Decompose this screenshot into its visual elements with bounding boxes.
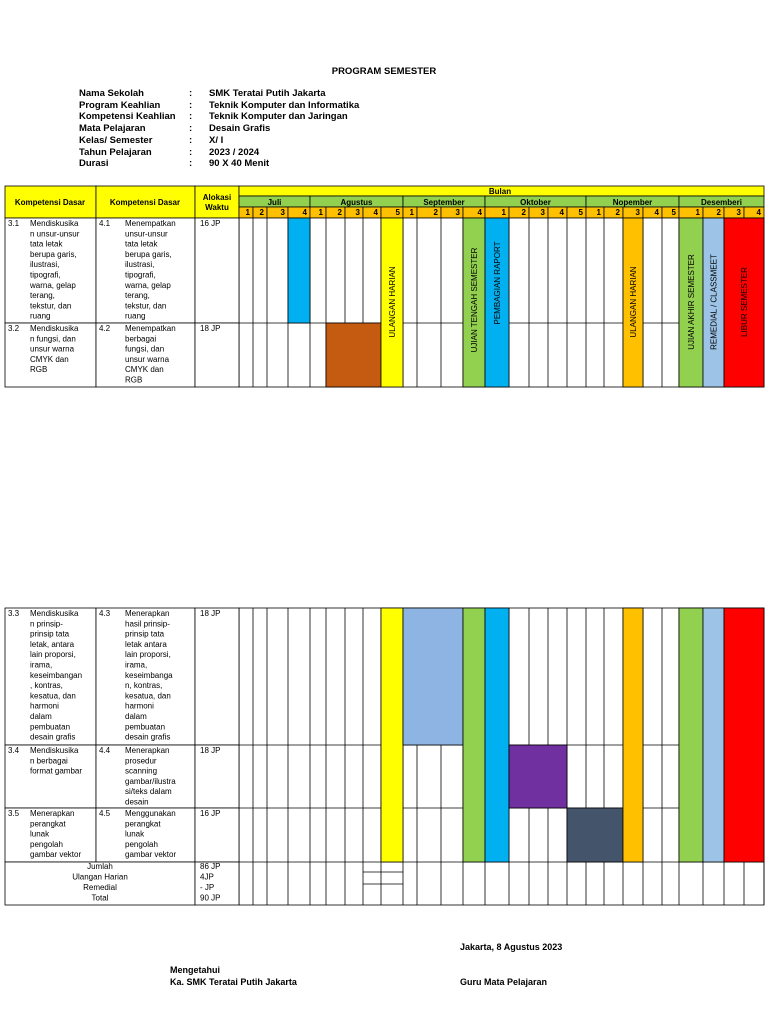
week-number: 2 <box>615 208 620 217</box>
week-cell <box>604 207 623 218</box>
kd-text: lain proporsi, <box>125 650 171 660</box>
page-title: PROGRAM SEMESTER <box>331 66 437 77</box>
info-value: SMK Teratai Putih Jakarta <box>209 88 326 99</box>
month-name: Juli <box>267 198 282 207</box>
week-cell <box>643 207 662 218</box>
week-number: 5 <box>671 208 676 217</box>
kd-text: desain <box>125 797 149 807</box>
summary-label: Total <box>91 893 109 903</box>
kd-text: gambar/ilustra <box>125 776 176 786</box>
ujian-tengah-column <box>463 608 485 862</box>
week-number: 4 <box>756 208 761 217</box>
kd-text: CMYK dan <box>30 354 69 364</box>
kd-text: Mendiskusika <box>30 609 79 618</box>
week-number: 5 <box>578 208 583 217</box>
month-name: Agustus <box>340 198 373 207</box>
week-cell <box>509 207 529 218</box>
kd-text: format gambar <box>30 766 83 776</box>
week-number: 5 <box>395 208 400 217</box>
week-number: 4 <box>654 208 659 217</box>
kd-text: pembuatan <box>125 722 166 732</box>
week-number: 1 <box>409 208 414 217</box>
kd-text: Menerapkan <box>30 809 75 818</box>
kd-text: irama, <box>30 660 53 670</box>
time-text: 18 JP <box>200 324 221 333</box>
time-text: 18 JP <box>200 609 221 618</box>
kd-number: 4.5 <box>99 809 111 818</box>
kd-text: kesatua, dan <box>30 691 76 701</box>
alokasi-header-text: Waktu <box>205 203 229 212</box>
week-cell <box>363 207 381 218</box>
schedule-block <box>326 323 381 387</box>
kd-text: tekstur, dan <box>30 301 72 311</box>
week-cell <box>623 207 643 218</box>
kd-number: 4.4 <box>99 746 111 755</box>
kd-number: 3.4 <box>8 746 20 755</box>
remedial-column <box>703 608 724 862</box>
kd-text: tekstur, dan <box>125 301 167 311</box>
summary-value: - JP <box>200 883 215 892</box>
schedule-block <box>288 218 310 323</box>
info-key: Tahun Pelajaran <box>79 146 152 158</box>
kd-text: pengolah <box>125 839 158 849</box>
kd-text: gambar vektor <box>125 850 177 860</box>
week-number: 2 <box>521 208 526 217</box>
kd-text: lunak <box>125 829 145 839</box>
kd-number: 4.3 <box>99 609 111 618</box>
kd-text: unsur warna <box>125 354 170 364</box>
month-name: Oktober <box>520 198 551 207</box>
kd-text: berbagai <box>125 334 157 344</box>
kd-text: Menerapkan <box>125 609 170 618</box>
kd-text: perangkat <box>30 819 66 829</box>
week-number: 3 <box>455 208 460 217</box>
vertical-label: UJIAN AKHIR SEMESTER <box>687 254 696 350</box>
info-key: Mata Pelajaran <box>79 123 146 135</box>
week-cell <box>586 207 604 218</box>
week-number: 3 <box>635 208 640 217</box>
info-value: X/ I <box>209 134 224 146</box>
kd-text: gambar vektor <box>30 850 82 860</box>
time-text: 16 JP <box>200 219 221 228</box>
info-colon: : <box>189 134 193 146</box>
info-colon: : <box>189 99 193 111</box>
vertical-label: LIBUR SEMESTER <box>740 267 749 337</box>
kd-number: 3.1 <box>8 219 20 228</box>
kd-text: pengolah <box>30 839 63 849</box>
kd-text: ilustrasi, <box>125 260 155 270</box>
pembagian-raport-column <box>485 608 509 862</box>
kd-text: dalam <box>30 712 52 721</box>
kd-text: Menempatkan <box>125 219 176 228</box>
summary-value: 86 JP <box>200 862 221 871</box>
week-cell <box>548 207 567 218</box>
week-number: 3 <box>540 208 545 217</box>
kd-text: ruang <box>30 311 51 321</box>
kd-text: kesatua, dan <box>125 691 171 701</box>
vertical-label: PEMBAGIAN RAPORT <box>493 241 502 325</box>
vertical-label: UJIAN TENGAH SEMESTER <box>470 247 479 353</box>
info-colon: : <box>189 158 193 170</box>
alokasi-header <box>195 186 239 218</box>
week-cell <box>529 207 548 218</box>
kd-text: harmoni <box>30 701 59 711</box>
week-number: 2 <box>337 208 342 217</box>
vertical-label: ULANGAN HARIAN <box>388 266 397 338</box>
kd-text: scanning <box>125 766 158 776</box>
month-name: September <box>423 198 465 207</box>
kd-number: 4.1 <box>99 219 111 228</box>
week-number: 1 <box>695 208 700 217</box>
week-cell <box>724 207 744 218</box>
kd-text: tipografi, <box>125 270 156 280</box>
info-colon: : <box>189 123 193 135</box>
info-colon: : <box>189 146 193 158</box>
info-value: Teknik Komputer dan Informatika <box>209 99 360 111</box>
info-key: Kelas/ Semester <box>79 134 153 146</box>
kd-text: , kontras, <box>30 681 63 691</box>
info-value: Desain Grafis <box>209 123 271 135</box>
principal-title: Ka. SMK Teratai Putih Jakarta <box>170 977 297 987</box>
week-number: 1 <box>596 208 601 217</box>
schedule-block <box>567 808 623 862</box>
week-number: 2 <box>433 208 438 217</box>
kd-text: prinsip tata <box>125 629 165 639</box>
kd-text: Menggunakan <box>125 809 176 818</box>
kd-text: n unsur-unsur <box>30 229 80 239</box>
month-name: Desemberi <box>701 198 742 207</box>
time-cell <box>195 608 239 745</box>
kd-text: n berbagai <box>30 756 68 766</box>
teacher-title: Guru Mata Pelajaran <box>460 977 548 987</box>
week-number: 2 <box>716 208 721 217</box>
week-cell <box>326 207 345 218</box>
kd-text: berupa garis, <box>30 249 77 259</box>
week-cell <box>345 207 363 218</box>
info-colon: : <box>189 88 193 99</box>
week-number: 1 <box>318 208 323 217</box>
kd-text: CMYK dan <box>125 365 164 375</box>
kd-text: keseimbanga <box>125 670 173 680</box>
summary-label: Ulangan Harian <box>72 872 128 882</box>
kd-text: prosedur <box>125 756 157 766</box>
kd-text: tata letak <box>125 239 158 249</box>
kd-number: 4.2 <box>99 324 111 333</box>
kd-number: 3.5 <box>8 809 20 818</box>
summary-value: 4JP <box>200 872 214 882</box>
week-cell <box>567 207 586 218</box>
week-number: 2 <box>259 208 264 217</box>
kd-number: 3.2 <box>8 324 20 333</box>
kd-text: irama, <box>125 660 148 670</box>
kd-text: desain grafis <box>125 732 171 742</box>
kd-text: letak antara <box>125 639 167 649</box>
week-number: 4 <box>477 208 482 217</box>
vertical-label: REMEDIAL / CLASSMEET <box>709 254 719 350</box>
kd-text: Mendiskusika <box>30 219 79 228</box>
vertical-label: ULANGAN HARIAN <box>629 266 638 338</box>
place-date: Jakarta, 8 Agustus 2023 <box>460 942 563 952</box>
alokasi-header-text: Alokasi <box>202 193 232 202</box>
week-cell <box>662 207 679 218</box>
kd-text: warna, gelap <box>30 280 76 290</box>
summary-label: Remedial <box>83 883 117 892</box>
kd-text: n fungsi, dan <box>30 334 76 344</box>
kd-text: prinsip tata <box>30 629 70 639</box>
schedule-block <box>509 745 567 808</box>
info-key: Program Keahlian <box>79 99 161 111</box>
kd-text: n prinsip- <box>30 619 63 629</box>
kd-text: terang, <box>125 291 150 301</box>
time-text: 16 JP <box>200 809 221 818</box>
kd-text: ilustrasi, <box>30 260 60 270</box>
summary-label: Jumlah <box>87 862 113 871</box>
kd-text: RGB <box>30 365 48 375</box>
kd-text: terang, <box>30 291 55 301</box>
kd-text: berupa garis, <box>125 249 172 259</box>
week-number: 4 <box>559 208 564 217</box>
ulangan-harian-column <box>623 608 643 862</box>
kd-number: 3.3 <box>8 609 20 618</box>
week-number: 4 <box>302 208 307 217</box>
schedule-block <box>403 608 463 745</box>
kd-text: fungsi, dan <box>125 344 165 354</box>
kd-text: si/teks dalam <box>125 787 172 797</box>
kd-text: n, kontras, <box>125 681 163 691</box>
kd-text: pembuatan <box>30 722 71 732</box>
kd-text: desain grafis <box>30 732 76 742</box>
week-number: 3 <box>355 208 360 217</box>
month-name: Nopember <box>612 198 653 207</box>
time-text: 18 JP <box>200 746 221 755</box>
info-value: Teknik Komputer dan Jaringan <box>209 111 348 123</box>
week-number: 3 <box>280 208 285 217</box>
kd-text: harmoni <box>125 701 154 711</box>
kd-text: unsur-unsur <box>125 229 168 239</box>
ujian-akhir-column <box>679 608 703 862</box>
kd-text: lain proporsi, <box>30 650 76 660</box>
time-cell <box>195 218 239 323</box>
kd-text: hasil prinsip- <box>125 619 170 629</box>
libur-column <box>724 608 764 862</box>
kd-text: letak, antara <box>30 639 75 649</box>
mengetahui-label: Mengetahui <box>170 965 221 975</box>
info-colon: : <box>189 111 193 123</box>
kd-header-text: Kompetensi Dasar <box>14 198 86 207</box>
info-value: 2023 / 2024 <box>209 146 260 158</box>
kd-text: tata letak <box>30 239 63 249</box>
kd-text: lunak <box>30 829 50 839</box>
week-number: 1 <box>245 208 250 217</box>
week-number: 1 <box>501 208 506 217</box>
kd-text: warna, gelap <box>125 280 171 290</box>
info-key: Durasi <box>79 158 109 170</box>
info-key: Kompetensi Keahlian <box>79 111 176 123</box>
kd-text: unsur warna <box>30 344 75 354</box>
bulan-text: Bulan <box>488 187 512 196</box>
kd-text: ruang <box>125 311 146 321</box>
kd-text: dalam <box>125 712 147 721</box>
info-key: Nama Sekolah <box>79 88 144 99</box>
kd-header-text: Kompetensi Dasar <box>109 198 181 207</box>
kd-text: Menerapkan <box>125 746 170 755</box>
kd-text: Menempatkan <box>125 324 176 333</box>
summary-value: 90 JP <box>200 893 221 903</box>
kd-text: tipografi, <box>30 270 61 280</box>
kd-text: keseimbangan <box>30 670 83 680</box>
week-cell <box>744 207 764 218</box>
ulangan-harian-column <box>381 608 403 862</box>
kd-text: perangkat <box>125 819 161 829</box>
week-number: 3 <box>736 208 741 217</box>
kd-text: Mendiskusika <box>30 746 79 755</box>
week-number: 4 <box>373 208 378 217</box>
kd-text: Mendiskusika <box>30 324 79 333</box>
info-value: 90 X 40 Menit <box>209 158 270 170</box>
kd-text: RGB <box>125 375 143 385</box>
